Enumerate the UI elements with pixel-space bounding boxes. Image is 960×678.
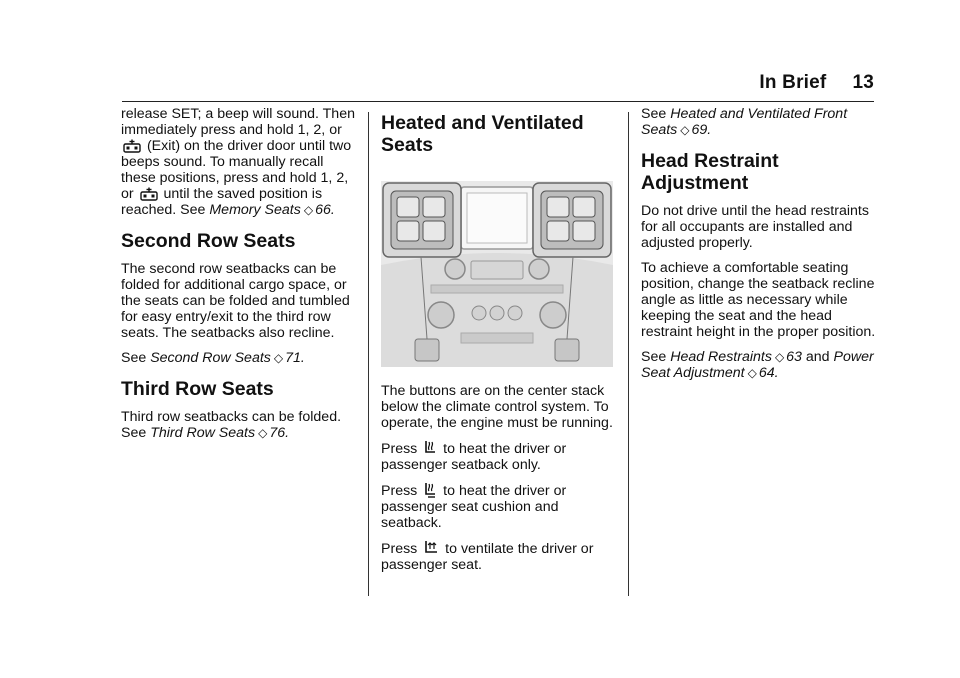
heated-cushion-paragraph — [381, 482, 617, 531]
text: to heat the driver or passenger seatback only. — [381, 441, 567, 473]
text: Press — [381, 483, 418, 499]
memory-seats-paragraph: release SET; a beep will sound. Then immediately press and hold 1, 2, or (Exit) on the driver door until two beeps sound. To manually recall these positions, press and hold 1, 2, or until the saved position is reached. See Memory Seats ◇ 66. — [121, 106, 355, 218]
heading-heated-ventilated-seats: Heated and Ventilated Seats — [381, 112, 584, 156]
page-number: 13 — [852, 72, 874, 93]
column-3 — [641, 106, 877, 390]
page-ref-icon: ◇ — [774, 350, 785, 364]
page-ref-number[interactable]: 76 — [269, 425, 286, 441]
page-ref-icon: ◇ — [680, 123, 690, 137]
heated-seatback-icon — [423, 440, 437, 456]
text: See — [641, 106, 667, 122]
second-row-seats-link[interactable]: Second Row Seats — [150, 350, 271, 366]
exit-memory-button-icon — [123, 139, 141, 153]
text: Third row seatbacks can be folded. See — [121, 409, 342, 441]
heading-head-restraint-adjustment: Head Restraint Adjustment — [641, 150, 779, 194]
third-row-paragraph: Third row seatbacks can be folded. See Third Row Seats ◇ 76. — [121, 409, 342, 441]
second-row-paragraph: The second row seatbacks can be folded for additional cargo space, or the seats can be folded and tumbled for easy entry/exit to the third row seats. The seatbacks also recline. — [121, 261, 350, 341]
exit-memory-button-icon — [140, 187, 158, 201]
ventilated-seat-icon — [423, 540, 439, 556]
text: See — [121, 350, 147, 366]
header-divider — [122, 101, 874, 102]
heated-seatback-paragraph — [381, 440, 617, 473]
text: to ventilate the driver or passenger seat. — [381, 541, 594, 573]
second-row-see-paragraph: See Second Row Seats ◇ 71. — [121, 350, 305, 366]
page-ref-icon: ◇ — [273, 351, 284, 365]
text: and — [805, 349, 830, 365]
page-ref-icon: ◇ — [258, 426, 268, 440]
column-divider-1 — [368, 112, 369, 596]
text: to heat the driver or passenger seat cushion and seatback. — [381, 483, 567, 531]
seating-position-paragraph: To achieve a comfortable seating position, change the seatback recline angle as little as necessary while keeping the seat and the head restraint height in the proper position. — [641, 260, 876, 340]
page-ref-icon: ◇ — [303, 203, 314, 217]
third-row-seats-link[interactable]: Third Row Seats — [150, 425, 256, 441]
page-ref-number[interactable]: 71 — [285, 350, 301, 366]
page-ref-number[interactable]: 63 — [786, 349, 802, 365]
memory-seats-link[interactable]: Memory Seats — [209, 202, 301, 218]
head-restraint-see-paragraph: See Head Restraints ◇ 63 and Power Seat Adjustment ◇ 64. — [641, 349, 874, 381]
power-seat-adjustment-link[interactable]: Power Seat Adjustment — [641, 349, 874, 381]
column-divider-2 — [628, 112, 629, 596]
center-stack-seat-buttons-illustration — [381, 181, 613, 367]
page-ref-icon: ◇ — [747, 366, 757, 380]
heading-third-row-seats: Third Row Seats — [121, 378, 274, 400]
page-header — [759, 72, 874, 94]
buttons-location-paragraph: The buttons are on the center stack below the climate control system. To operate, the engine must be running. — [381, 383, 613, 431]
text: See — [641, 349, 667, 365]
text: (Exit) on the driver door until two beeps sound. To manually recall these positions, press and hold 1, 2, or — [121, 138, 352, 202]
page-ref-number[interactable]: 66 — [315, 202, 331, 218]
text: release SET; a beep will sound. Then immediately press and hold 1, 2, or — [121, 106, 355, 138]
heated-ventilated-seats-link[interactable]: Heated and Ventilated Front Seats — [641, 106, 848, 138]
text: Press — [381, 441, 418, 457]
page-ref-number[interactable]: 64 — [758, 365, 775, 381]
column-2 — [381, 106, 617, 582]
ventilated-seat-paragraph — [381, 540, 617, 573]
text: until the saved position is reached. See — [121, 186, 323, 218]
heading-second-row-seats: Second Row Seats — [121, 230, 296, 252]
page-ref-number[interactable]: 69 — [691, 122, 708, 138]
section-title: In Brief — [759, 72, 827, 93]
text: Press — [381, 541, 418, 557]
head-restraint-warning-paragraph: Do not drive until the head restraints for all occupants are installed and adjusted properly. — [641, 203, 869, 251]
heated-seat-cushion-icon — [423, 482, 437, 498]
column-1 — [121, 106, 357, 450]
head-restraints-link[interactable]: Head Restraints — [670, 349, 772, 365]
heated-seats-see-paragraph: See Heated and Ventilated Front Seats ◇ 69. — [641, 106, 848, 138]
